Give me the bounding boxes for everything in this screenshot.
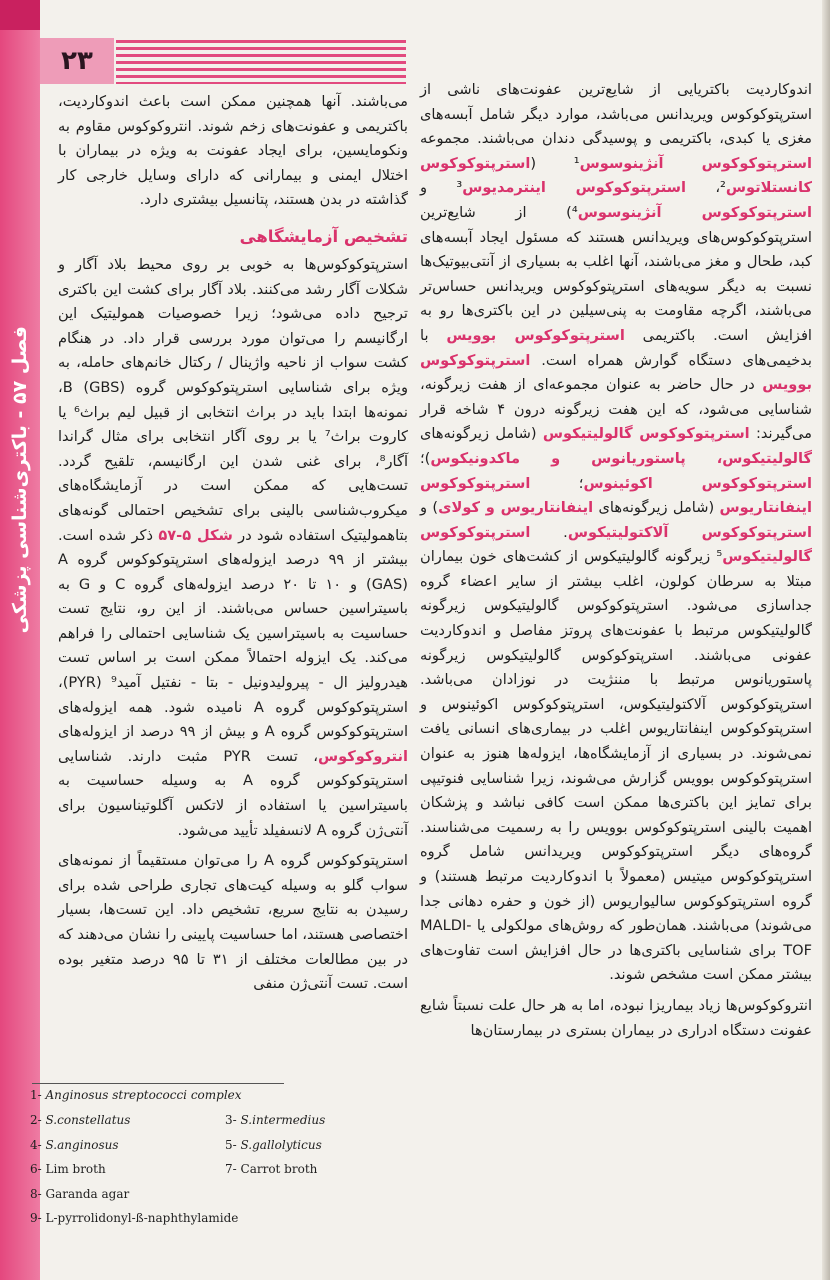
left-column [58, 90, 408, 1003]
highlighted-term: شکل ۵-۵۷ [158, 526, 233, 544]
header-stripes [116, 40, 406, 84]
footnote-number: 4- [30, 1138, 46, 1152]
highlighted-term: اینفانتاریوس و کولای [438, 499, 594, 517]
footnote-2 [30, 1113, 130, 1127]
highlighted-term: استرپتوکوکوس کانستلاتوس [420, 154, 812, 197]
highlighted-term: گالولیتیکوس، پاستوریانوس و ماکدونیکوس [430, 449, 812, 467]
text-run: با بدخیمی‌های دستگاه گوارش همراه است. [420, 326, 812, 369]
text-run: ) و [420, 499, 439, 517]
highlighted-term: استرپتوکوکوس گالولیتیکوس [542, 425, 750, 443]
text-run: ⁵ زیرگونه گالولیتیکوس از کشت‌های خون بیماران مبتلا به سرطان کولون، اغلب بیشتر از سایر اعضاء گروه جداسازی می‌شود. استرپتوکوکوس گالولیتیکوس زیرگونه گالولیتیکوس مرتبط با عفونت‌های پروتز مفاصل و اندوکاردیت عفونی می‌باشند. استرپتوکوکوس گالولیتیکوس زیرگونه پاستوریانوس مرتبط با مننژیت در نوزادان می‌باشد. استرپتوکوکوس آلاکتولیتیکوس، استرپتوکوکوس اکوئینوس و استرپتوکوکوس اینفانتاریوس اغلب در بیماری‌های انسانی یافت نمی‌شوند. در بسیاری از آزمایشگاه‌ها، ایزوله‌ها هنوز به عنوان استرپتوکوکوس بوویس گزارش می‌شوند، زیرا شناسایی فنوتیپی برای تمایز این باکتری‌ها ممکن است کافی نباشد و پزشکان اهمیت بالینی استرپتوکوکوس بوویس را به رسمیت می‌شناسند. گروه‌های دیگر استرپتوکوکوس ویریدانس شامل گروه استرپتوکوکوس میتیس (معمولاً با اندوکاردیت مرتبط هستند) و گروه استرپتوکوکوس سالیواریوس (از خون و حفره دهانی جدا می‌شوند) می‌باشند. همان‌طور که روش‌های مولکولی یا MALDI-TOF برای شناسایی باکتری‌ها در حال افزایش است تفاوت‌های بیشتر ممکن است مشخص شوند. [420, 548, 812, 984]
right-column [420, 78, 812, 1049]
footnote-6 [30, 1162, 106, 1176]
highlighted-term: استرپتوکوکوس آنژینوسوس [577, 203, 812, 221]
left-paragraph-1: می‌باشند. آنها همچنین ممکن است باعث اندوکاردیت، باکتریمی و عفونت‌های زخم شوند. انتروکوکوس مقاوم به ونکومایسین، برای ایجاد عفونت به ویژه در بیماران با اختلال ایمنی و بیمارانی که دارای وسایل خارجی کار گذاشته در بدن هستند، پتانسیل بیشتری دارد. [58, 93, 408, 209]
footnote-rule [32, 1083, 284, 1084]
highlighted-term: استرپتوکوکوس اینترمدیوس [462, 179, 687, 197]
footnote-text: Lim broth [45, 1162, 106, 1176]
footnote-9 [30, 1211, 238, 1225]
footnote-7 [225, 1162, 317, 1176]
text-run: . [530, 523, 568, 541]
footnote-number: 1- [30, 1088, 46, 1102]
highlighted-term: استرپتوکوکوس اینفانتاریوس [420, 474, 812, 517]
footnote-number: 2- [30, 1113, 46, 1127]
highlighted-term: استرپتوکوکوس بوویس [420, 351, 812, 394]
footnote-number: 6- [30, 1162, 46, 1176]
left-paragraph-2 [58, 253, 408, 843]
section-heading: تشخیص آزمایشگاهی [239, 226, 408, 246]
page-edge [822, 0, 830, 1280]
footnote-text: Garanda agar [45, 1187, 130, 1201]
footnote-3 [225, 1113, 325, 1127]
text-run: ذکر شده است. بیشتر از ۹۹ درصد ایزوله‌های استرپتوکوکوس گروه A (GAS) و ۱۰ تا ۲۰ درصد ایزوله‌های گروه C و G به باسیتراسین حساس می‌باشند. از این رو، نتایج تست حساسیت به باسیتراسین یک شناسایی احتمالی را فراهم می‌کند. یک ایزوله احتمالاً ممکن است بر اساس تست هیدرولیز ال - پیرولیدونیل - بتا - نفتیل آمید⁹ (PYR)، استرپتوکوکوس گروه A نامیده شود. همه ایزوله‌های استرپتوکوکوس گروه A و بیش از ۹۹ درصد از ایزوله‌های [58, 526, 408, 741]
footnote-text: Carrot broth [240, 1162, 318, 1176]
highlighted-term: استرپتوکوکوس بوویس [446, 326, 625, 344]
footnote-number: 3- [225, 1113, 241, 1127]
text-run: ²، [686, 179, 726, 197]
text-run: (شامل زیرگونه‌های [420, 425, 543, 443]
highlighted-term: انتروکوکوس [318, 747, 408, 765]
footnote-number: 8- [30, 1187, 46, 1201]
footnote-text: S.anginosus [45, 1138, 119, 1152]
chapter-side-bar-top [0, 0, 40, 30]
footnote-text: S.gallolyticus [240, 1138, 322, 1152]
text-run: در حال حاضر به عنوان مجموعه‌ای از هفت زیرگونه، شناسایی می‌شود، که این هفت زیرگونه درون ۴ شاخه قرار می‌گیرند: [420, 376, 812, 443]
footnote-text: S.constellatus [45, 1113, 131, 1127]
footnote-text: L-pyrrolidonyl-ß-naphthylamide [45, 1211, 239, 1225]
text-run: اندوکاردیت باکتریایی از شایع‌ترین عفونت‌های ناشی از استرپتوکوکوس ویریدانس می‌باشد، موارد دیگر شامل آبسه‌های مغزی یا کبدی، باکتریمی و پوسیدگی دندان می‌باشند. مجموعه [420, 81, 812, 148]
highlighted-term: استرپتوکوکوس آنژینوسوس [579, 154, 812, 172]
chapter-title-text: فصل ۵۷ - باکتری‌شناسی پزشکی [9, 326, 31, 634]
chapter-title-vertical [0, 100, 40, 860]
text-run: ⁴) از شایع‌ترین استرپتوکوکوس‌های ویریدانس هستند که مسئول ایجاد آبسه‌های کبد، طحال و مغز می‌باشند، آنها اغلب به بسیاری از آنتی‌بیوتیک‌ها نسبت به دیگر سویه‌های استرپتوکوکوس ویریدانس حساس‌تر می‌باشند، اگرچه مقاومت به پنی‌سیلین در این باکتری‌ها رو به افزایش است. باکتریمی [420, 203, 812, 344]
left-paragraph-3: استرپتوکوکوس گروه A را می‌توان مستقیماً از نمونه‌های سواب گلو به وسیله کیت‌های تجاری طراحی شده برای رسیدن به نتایج سریع، تشخیص داد. این تست‌ها، بسیار اختصاصی هستند، اما حساسیت پایینی را نشان می‌دهند که در بین مطالعات مختلف از ۳۱ تا ۹۵ درصد متغیر بوده است. تست آنتی‌ژن منفی [58, 852, 408, 993]
footnote-8 [30, 1187, 129, 1201]
footnote-5 [225, 1138, 322, 1152]
footnote-1 [30, 1088, 242, 1102]
footnote-text: Anginosus streptococci complex [45, 1088, 242, 1102]
text-run: ¹ ( [530, 154, 580, 172]
footnote-text: S.intermedius [240, 1113, 326, 1127]
footnote-4 [30, 1138, 119, 1152]
text-run: ؛ [530, 474, 584, 492]
right-paragraph-2: انتروکوکوس‌ها زیاد بیماریزا نبوده، اما به هر حال علت نسبتاً شایع عفونت دستگاه ادراری در بیماران بستری در بیمارستان‌ها [420, 996, 812, 1039]
text-run: (شامل زیرگونه‌های [593, 499, 720, 517]
text-run: ، تست PYR مثبت دارند. شناسایی استرپتوکوکوس گروه A به وسیله حساسیت به باسیتراسین یا استفاده از لاتکس آگلوتیناسیون برای آنتی‌ژن گروه A لانسفیلد تأیید می‌شود. [58, 747, 408, 839]
highlighted-term: استرپتوکوکوس اکوئینوس [583, 474, 812, 492]
highlighted-term: استرپتوکوکوس آلاکتولیتیکوس [567, 523, 813, 541]
text-run: )؛ [420, 449, 431, 467]
page-number-tab [40, 38, 114, 84]
footnote-number: 9- [30, 1211, 46, 1225]
right-paragraph-1 [420, 78, 812, 988]
footnote-number: 7- [225, 1162, 241, 1176]
page-number: ۲۳ [61, 46, 93, 76]
highlighted-term: استرپتوکوکوس گالولیتیکوس [420, 523, 812, 566]
footnote-number: 5- [225, 1138, 241, 1152]
text-run: ³ و [420, 179, 463, 197]
text-run: استرپتوکوکوس‌ها به خوبی بر روی محیط بلاد آگار و شکلات آگار رشد می‌کنند. بلاد آگار برای کشت این باکتری ترجیح داده می‌شود؛ زیرا خصوصیات همولیتیک این ارگانیسم را می‌توان مورد بررسی قرار داد. در هنگام کشت سواب از ناحیه واژینال / رکتال خانم‌های حامله، به ویژه برای شناسایی استرپتوکوکوس گروه B (GBS)، نمونه‌ها ابتدا باید در براث انتخابی از قبیل لیم براث⁶ یا کاروت براث⁷ یا بر روی آگار انتخابی برای مثال گراندا آگار⁸، برای غنی شدن این ارگانیسم، تلقیح گردد. تست‌هایی که ممکن است در آزمایشگاه‌های میکروب‌شناسی بالینی برای تشخیص احتمالی گونه‌های بتاهمولیتیک استفاده شود در [58, 255, 408, 544]
